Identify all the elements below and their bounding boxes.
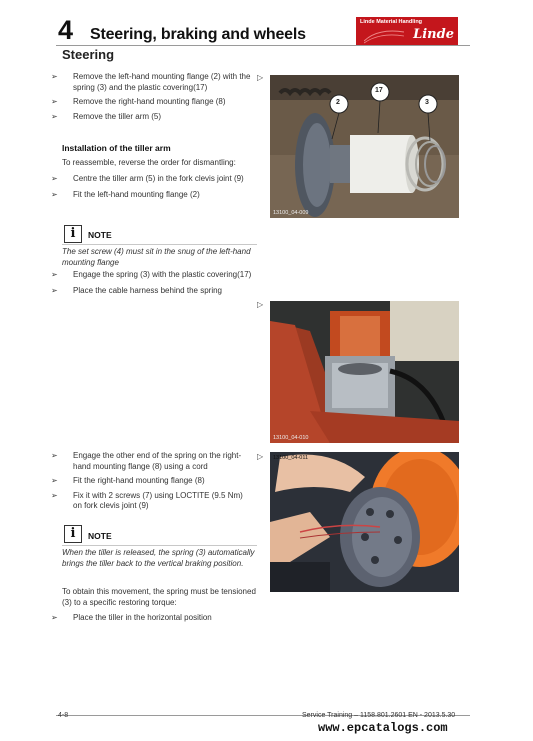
photo-cable-harness xyxy=(270,301,459,443)
arrow-bullet-icon: ➢ xyxy=(51,476,58,485)
linde-logo: Linde xyxy=(413,27,454,42)
arrow-bullet-icon: ➢ xyxy=(51,285,58,295)
wheel-spring-illustration xyxy=(270,452,459,592)
mounting-steps xyxy=(51,451,252,512)
arrow-bullet-icon: ➢ xyxy=(51,72,58,81)
list-item: ➢ Fit the right-hand mounting flange (8) xyxy=(51,476,205,485)
list-item: ➢ Centre the tiller arm (5) in the fork clevis joint (9) xyxy=(51,174,244,183)
list-item: ➢ Remove the left-hand mounting flange (2) with the spring (3) and the plastic covering(17) xyxy=(51,72,251,92)
flange-spring-illustration xyxy=(270,75,459,218)
list-item: ➢ Remove the right-hand mounting flange (8) xyxy=(51,97,226,106)
figure-pointer-icon: ▷ xyxy=(257,73,264,82)
list-item: ➢ Fit the left-hand mounting flange (2) xyxy=(51,189,200,199)
list-item: ➢ Fix it with 2 screws (7) using LOCTITE (9.5 Nm) on fork clevis joint (9) xyxy=(51,490,243,510)
info-note-icon: i xyxy=(64,225,82,243)
spring-steps xyxy=(51,270,252,296)
header-rule xyxy=(56,45,470,46)
note-label: NOTE xyxy=(88,531,112,541)
page-number: 4-8 xyxy=(58,712,69,719)
arrow-bullet-icon: ➢ xyxy=(51,490,58,500)
chapter-number: 4 xyxy=(58,15,74,45)
note-text: When the tiller is released, the spring (3) automatically brings the tiller back to the vertical braking position. xyxy=(62,548,255,568)
list-item: ➢ Engage the spring (3) with the plastic covering(17) xyxy=(51,270,252,279)
photo-flange-spring xyxy=(270,75,459,218)
list-item: ➢ Engage the other end of the spring on the right-hand mounting flange (8) using a cord xyxy=(51,451,242,471)
arrow-bullet-icon: ➢ xyxy=(51,613,58,622)
removal-steps xyxy=(51,72,252,122)
arrow-bullet-icon: ➢ xyxy=(51,189,58,199)
install-intro: To reassemble, reverse the order for dismantling: xyxy=(62,158,236,167)
watermark: www.epcatalogs.com xyxy=(318,721,448,735)
note-divider xyxy=(62,545,257,546)
callout-label: 17 xyxy=(375,87,383,94)
arrow-bullet-icon: ➢ xyxy=(51,111,58,121)
cable-harness-illustration xyxy=(270,301,459,443)
list-item: ➢ Remove the tiller arm (5) xyxy=(51,111,162,121)
callout-label: 3 xyxy=(425,99,429,106)
final-steps xyxy=(51,613,257,624)
photo-caption: 13100_04-010 xyxy=(273,435,309,441)
brand-logo-block xyxy=(356,17,458,45)
section-title: Steering xyxy=(62,47,115,62)
note-divider xyxy=(62,244,257,245)
list-item: ➢ Place the tiller in the horizontal position xyxy=(51,613,212,622)
note-text: The set screw (4) must sit in the snug of the left-hand mounting flange xyxy=(62,247,251,267)
photo-caption: 13100_04-011 xyxy=(273,455,309,461)
figure-pointer-icon: ▷ xyxy=(257,452,264,461)
figure-pointer-icon: ▷ xyxy=(257,300,264,309)
photo-wheel-spring xyxy=(270,452,459,592)
info-note-icon: i xyxy=(64,525,82,543)
arrow-bullet-icon: ➢ xyxy=(51,270,58,279)
tension-paragraph: To obtain this movement, the spring must be tensioned (3) to a specific restoring torque: xyxy=(62,587,256,607)
brand-tag: Linde Material Handling xyxy=(360,19,423,25)
arrow-bullet-icon: ➢ xyxy=(51,97,58,106)
install-heading: Installation of the tiller arm xyxy=(62,143,171,153)
install-steps xyxy=(51,174,252,200)
arrow-bullet-icon: ➢ xyxy=(51,451,58,460)
chapter-title: Steering, braking and wheels xyxy=(90,26,306,43)
brand-swoosh-graphic xyxy=(364,26,404,44)
footer-doc-info: Service Training – 1158.801.2601 EN - 2013.5.30 xyxy=(302,712,456,719)
arrow-bullet-icon: ➢ xyxy=(51,174,58,183)
list-item: ➢ Place the cable harness behind the spring xyxy=(51,285,222,295)
photo-caption: 13100_04-009 xyxy=(273,210,309,216)
note-label: NOTE xyxy=(88,230,112,240)
callout-label: 2 xyxy=(336,99,340,106)
